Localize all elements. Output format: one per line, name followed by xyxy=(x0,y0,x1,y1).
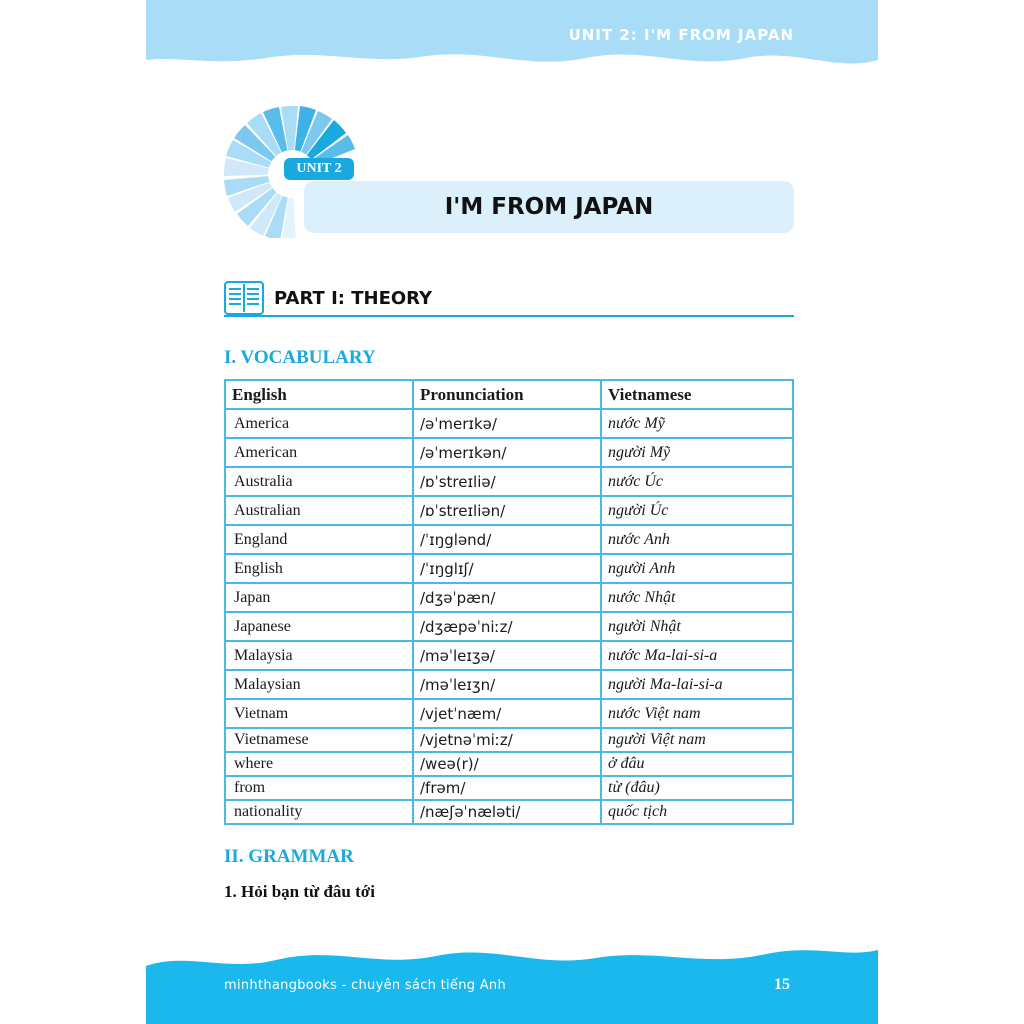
cell-english: American xyxy=(225,438,413,467)
cell-pronunciation: /əˈmerɪkə/ xyxy=(413,409,601,438)
cell-pronunciation: /vjetˈnæm/ xyxy=(413,699,601,728)
cell-pronunciation: /vjetnəˈmiːz/ xyxy=(413,728,601,752)
footer-publisher-text: minhthangbooks - chuyên sách tiếng Anh xyxy=(224,978,507,993)
open-book-icon xyxy=(224,280,264,316)
table-row xyxy=(225,612,793,641)
cell-vietnamese: người Anh xyxy=(601,554,793,583)
cell-pronunciation: /ˈɪŋglənd/ xyxy=(413,525,601,554)
vocabulary-heading: I. VOCABULARY xyxy=(224,347,376,368)
cell-english: Japanese xyxy=(225,612,413,641)
table-row xyxy=(225,554,793,583)
cell-pronunciation: /dʒæpəˈniːz/ xyxy=(413,612,601,641)
cell-vietnamese: nước Mỹ xyxy=(601,409,793,438)
cell-english: Vietnamese xyxy=(225,728,413,752)
cell-vietnamese: nước Nhật xyxy=(601,583,793,612)
part-heading xyxy=(224,280,794,318)
cell-pronunciation: /ɒˈstreɪliən/ xyxy=(413,496,601,525)
part-heading-text: PART I: THEORY xyxy=(274,288,433,309)
cell-vietnamese: nước Ma-lai-si-a xyxy=(601,641,793,670)
unit-title: I'M FROM JAPAN xyxy=(444,194,654,220)
cell-english: England xyxy=(225,525,413,554)
cell-pronunciation: /dʒəˈpæn/ xyxy=(413,583,601,612)
cell-pronunciation: /əˈmerɪkən/ xyxy=(413,438,601,467)
column-header-english: English xyxy=(225,380,413,409)
cell-pronunciation: /weə(r)/ xyxy=(413,752,601,776)
unit-badge: UNIT 2 xyxy=(284,158,354,180)
cell-pronunciation: /ɒˈstreɪliə/ xyxy=(413,467,601,496)
cell-english: Australian xyxy=(225,496,413,525)
table-row xyxy=(225,525,793,554)
table-row xyxy=(225,800,793,824)
vocabulary-table xyxy=(224,379,794,825)
table-row xyxy=(225,670,793,699)
cell-vietnamese: nước Việt nam xyxy=(601,699,793,728)
cell-vietnamese: nước Anh xyxy=(601,525,793,554)
part-heading-rule xyxy=(224,315,794,317)
cell-vietnamese: người Việt nam xyxy=(601,728,793,752)
cell-english: nationality xyxy=(225,800,413,824)
cell-english: where xyxy=(225,752,413,776)
table-row xyxy=(225,699,793,728)
unit-title-box xyxy=(304,181,794,233)
table-row xyxy=(225,496,793,525)
page-number: 15 xyxy=(774,976,790,993)
cell-vietnamese: từ (đâu) xyxy=(601,776,793,800)
table-row xyxy=(225,752,793,776)
cell-english: America xyxy=(225,409,413,438)
cell-vietnamese: người Mỹ xyxy=(601,438,793,467)
grammar-heading: II. GRAMMAR xyxy=(224,846,354,867)
cell-vietnamese: ở đâu xyxy=(601,752,793,776)
table-row xyxy=(225,438,793,467)
cell-pronunciation: /frəm/ xyxy=(413,776,601,800)
table-row xyxy=(225,641,793,670)
column-header-pronunciation: Pronunciation xyxy=(413,380,601,409)
cell-pronunciation: /næʃəˈnæləti/ xyxy=(413,800,601,824)
cell-pronunciation: /məˈleɪʒn/ xyxy=(413,670,601,699)
cell-english: Australia xyxy=(225,467,413,496)
cell-english: Vietnam xyxy=(225,699,413,728)
cell-vietnamese: người Úc xyxy=(601,496,793,525)
grammar-subheading: 1. Hỏi bạn từ đâu tới xyxy=(224,882,375,901)
table-row xyxy=(225,583,793,612)
cell-vietnamese: người Nhật xyxy=(601,612,793,641)
table-row xyxy=(225,776,793,800)
column-header-vietnamese: Vietnamese xyxy=(601,380,793,409)
cell-pronunciation: /məˈleɪʒə/ xyxy=(413,641,601,670)
table-row xyxy=(225,409,793,438)
cell-vietnamese: quốc tịch xyxy=(601,800,793,824)
running-header-title: UNIT 2: I'M FROM JAPAN xyxy=(568,26,794,44)
cell-english: Malaysia xyxy=(225,641,413,670)
table-row xyxy=(225,467,793,496)
table-header-row xyxy=(225,380,793,409)
book-page xyxy=(146,0,878,1024)
table-row xyxy=(225,728,793,752)
cell-english: Japan xyxy=(225,583,413,612)
cell-english: Malaysian xyxy=(225,670,413,699)
cell-english: from xyxy=(225,776,413,800)
cell-english: English xyxy=(225,554,413,583)
cell-pronunciation: /ˈɪŋglɪʃ/ xyxy=(413,554,601,583)
cell-vietnamese: nước Úc xyxy=(601,467,793,496)
cell-vietnamese: người Ma-lai-si-a xyxy=(601,670,793,699)
